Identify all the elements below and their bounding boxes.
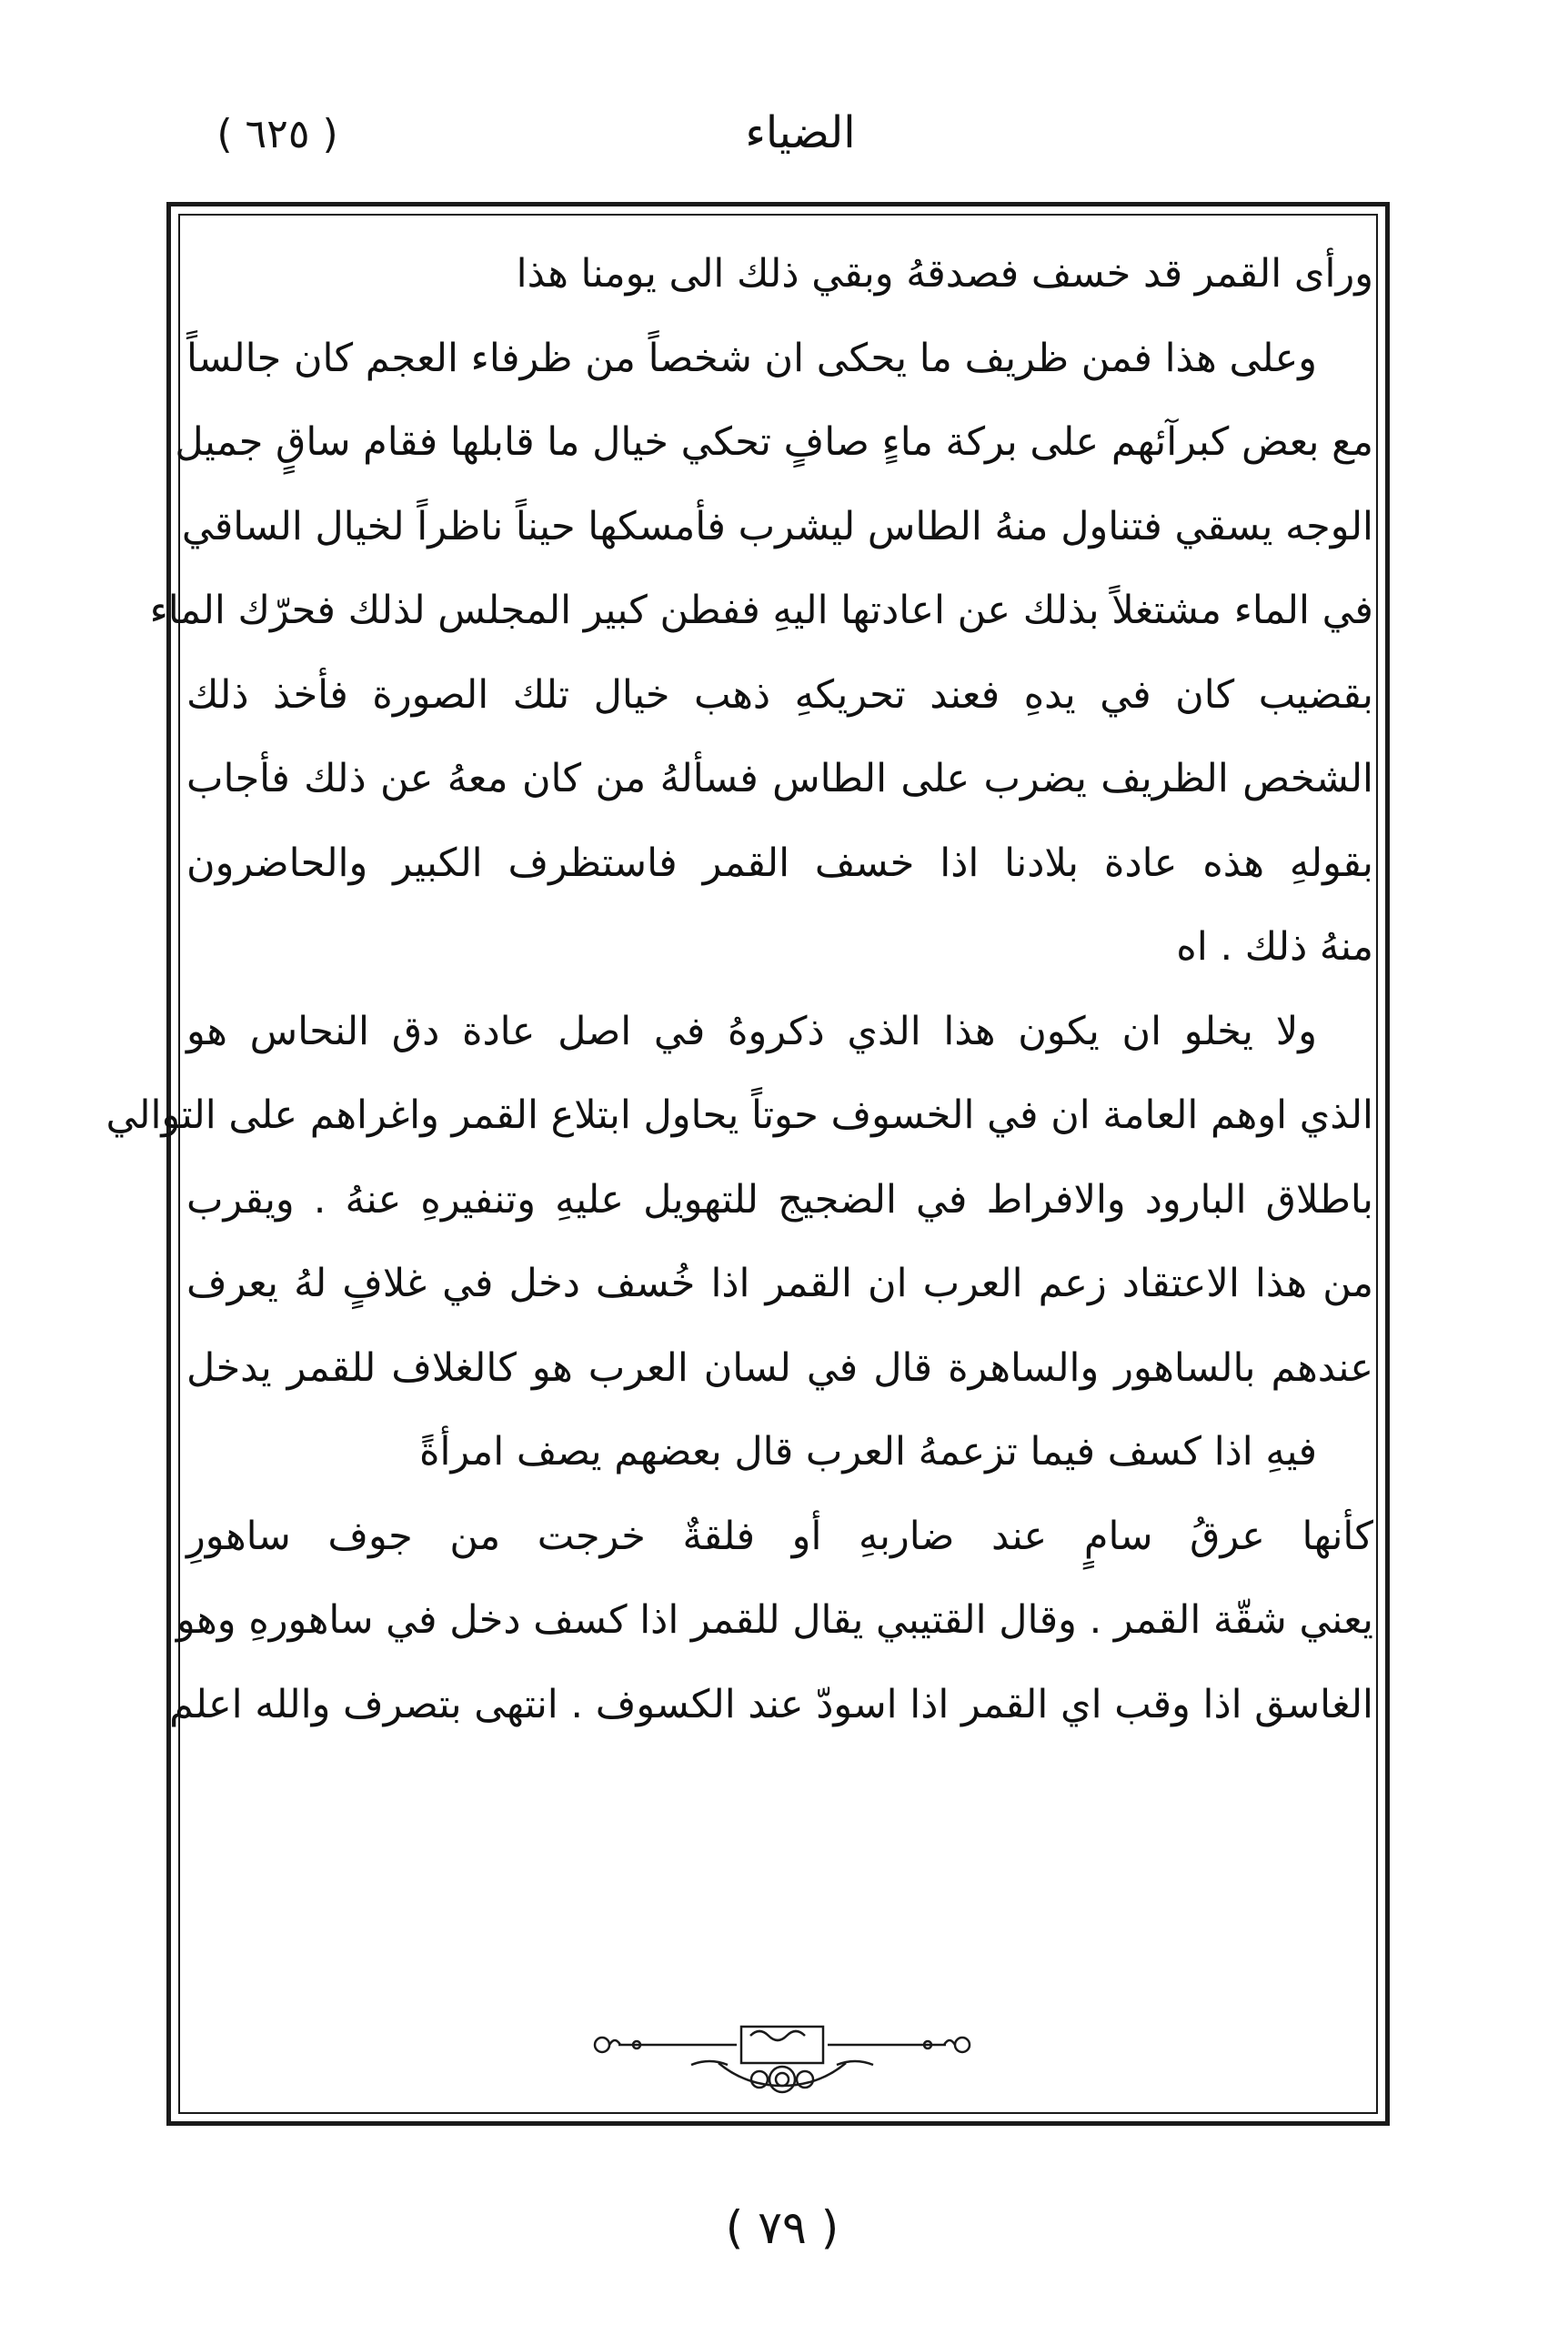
body-line: منهُ ذلك . اه [1176,924,1373,970]
running-header-page-number: ( ٦٢٥ ) [216,111,338,157]
running-header-title: الضياء [745,107,856,158]
body-line: في الماء مشتغلاً بذلك عن اعادتها اليهِ ففطن كبير المجلس لذلك فحرّك الماء [149,588,1373,633]
body-text [106,232,1373,1746]
poem-verse: كأنها عرقُ سامٍ عند ضاربهِ أو فلقةٌ خرجت من جوف ساهورِ [186,1513,1373,1559]
body-line: ولا يخلو ان يكون هذا الذي ذكروهُ في اصل عادة دق النحاس هو [186,1008,1317,1054]
body-line: بقولهِ هذه عادة بلادنا اذا خسف القمر فاستظرف الكبير والحاضرون [186,840,1373,886]
body-line: الذي اوهم العامة ان في الخسوف حوتاً يحاول ابتلاع القمر واغراهم على التوالي [106,1092,1373,1138]
decorative-ornament-icon [582,2008,982,2099]
body-line: الغاسق اذا وقب اي القمر اذا اسودّ عند الكسوف . انتهى بتصرف والله اعلم [169,1681,1373,1727]
body-line: ورأى القمر قد خسف فصدقهُ وبقي ذلك الى يومنا هذا [516,251,1373,297]
body-line: باطلاق البارود والافراط في الضجيج للتهويل عليهِ وتنفيرهِ عنهُ . ويقرب [186,1176,1373,1223]
body-line: الشخص الظريف يضرب على الطاس فسألهُ من كان معهُ عن ذلك فأجاب [186,756,1373,801]
footer-page-number: ( ٧٩ ) [725,2201,839,2254]
body-line: فيهِ اذا كسف فيما تزعمهُ العرب قال بعضهم يصف امرأةً [418,1429,1317,1474]
body-line: يعني شقّة القمر . وقال القتيبي يقال للقمر اذا كسف دخل في ساهورهِ وهو [176,1597,1373,1643]
body-line: مع بعض كبرآئهم على بركة ماءٍ صافٍ تحكي خيال ما قابلها فقام ساقٍ جميل [175,419,1373,465]
body-line: عندهم بالساهور والساهرة قال في لسان العرب هو كالغلاف للقمر يدخل [186,1344,1373,1391]
body-line: من هذا الاعتقاد زعم العرب ان القمر اذا خُسف دخل في غلافٍ لهُ يعرف [186,1261,1373,1306]
body-line: بقضيب كان في يدهِ فعند تحريكهِ ذهب خيال تلك الصورة فأخذ ذلك [186,671,1373,718]
body-line: الوجه يسقي فتناول منهُ الطاس ليشرب فأمسكها حيناً ناظراً لخيال الساقي [181,503,1373,549]
body-line: وعلى هذا فمن ظريف ما يحكى ان شخصاً من ظرفاء العجم كان جالساً [186,335,1317,381]
